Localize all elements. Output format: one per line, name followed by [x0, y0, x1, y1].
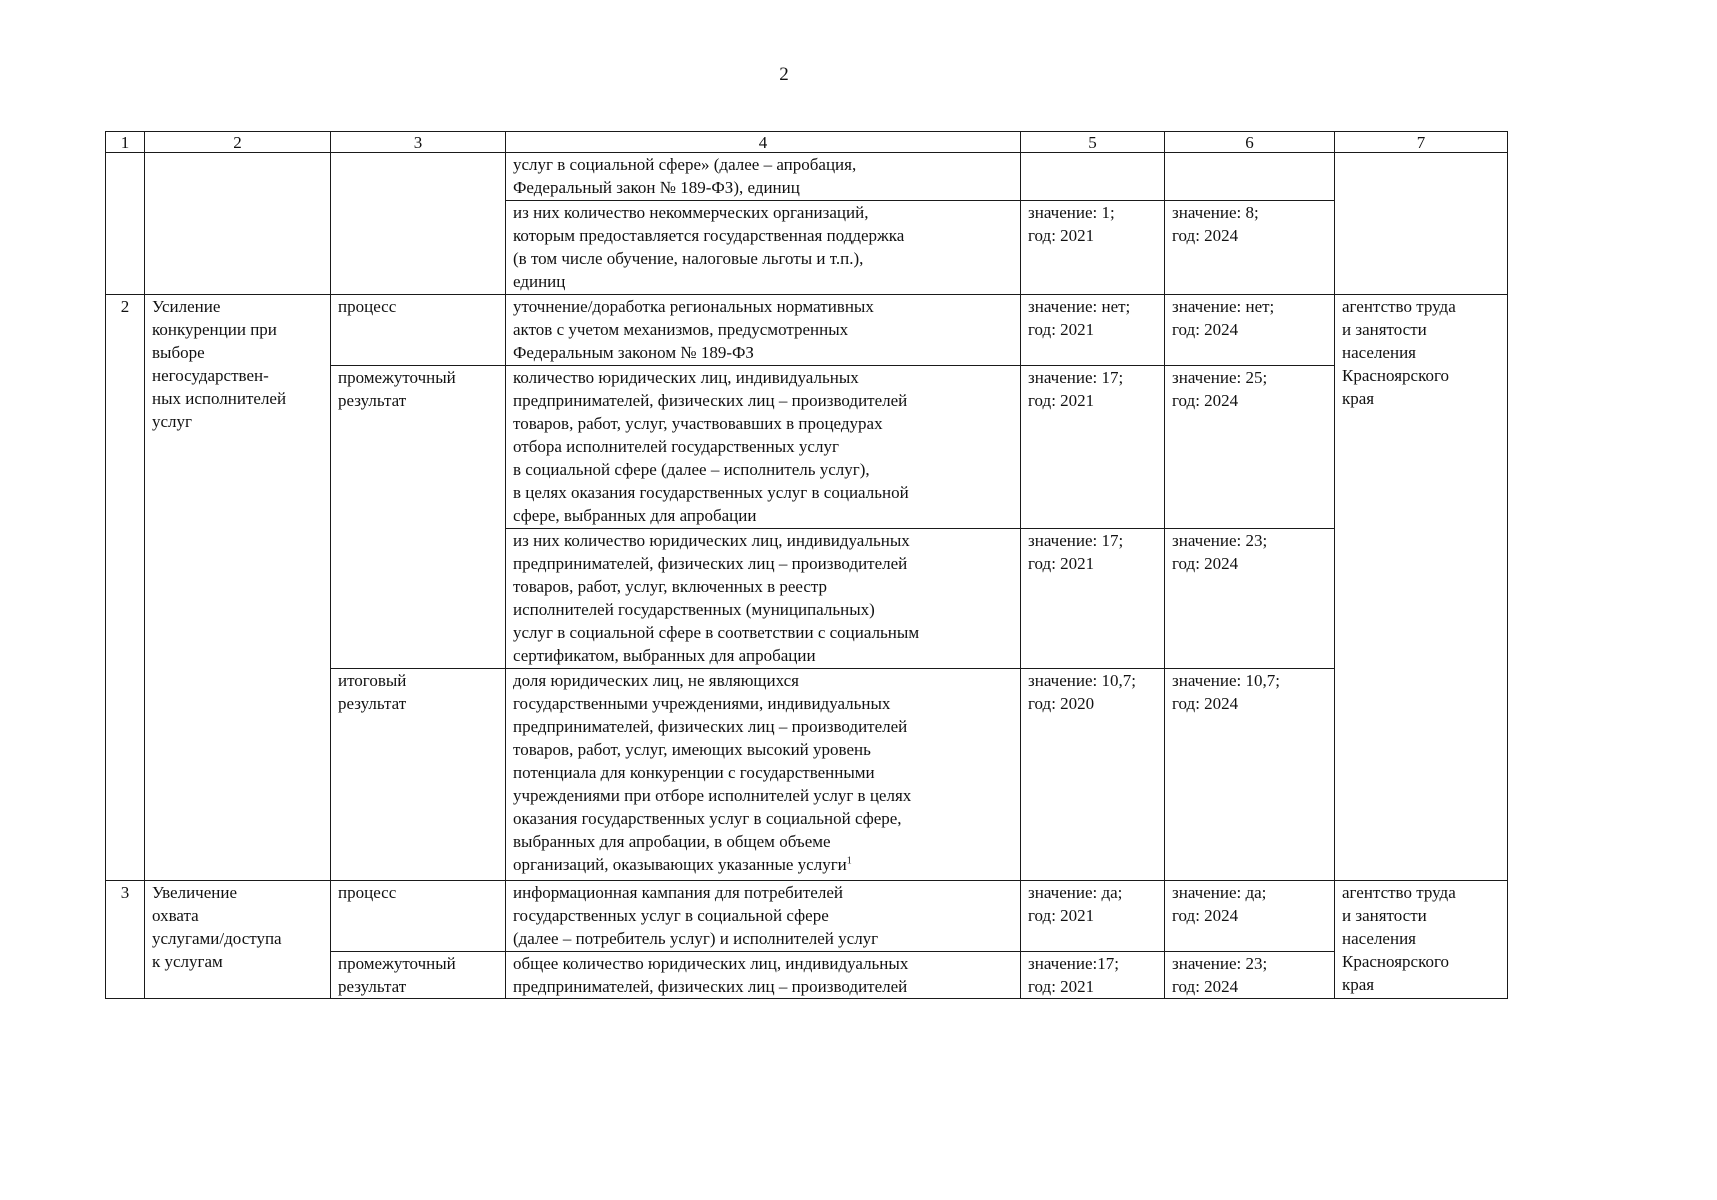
task-cell: Увеличение охвата услугами/доступа к услугам — [145, 881, 331, 999]
table-row — [106, 153, 1508, 201]
column-header: 1 — [106, 132, 145, 153]
indicator-type-cell: процесс — [331, 881, 506, 952]
indicator-type-cell: итоговый результат — [331, 669, 506, 881]
base-value-cell: значение: нет; год: 2021 — [1021, 295, 1165, 366]
column-header: 4 — [506, 132, 1021, 153]
target-value-cell: значение: 8; год: 2024 — [1165, 201, 1335, 295]
indicator-description-cell: из них количество юридических лиц, индивидуальных предпринимателей, физических лиц – производителей товаров, работ, услуг, включенных в реестр исполнителей государственных (муниципальных) услуг в социальной сфере в соответствии с социальным сертификатом, выбранных для апробации — [506, 529, 1021, 669]
indicator-description-cell: услуг в социальной сфере» (далее – апробация, Федеральный закон № 189-ФЗ), единиц — [506, 153, 1021, 201]
page-number: 2 — [779, 64, 789, 85]
indicator-description-cell: доля юридических лиц, не являющихся государственными учреждениями, индивидуальных предпринимателей, физических лиц – производителей товаров, работ, услуг, имеющих высокий уровень потенциала для конкуренции с государственными учреждениями при отборе исполнителей услуг в целях оказания государственных услуг в социальной сфере, выбранных для апробации, в общем объеме организаций, оказывающих указанные услуги$^1$ — [506, 669, 1021, 881]
indicator-type-cell — [331, 153, 506, 295]
column-header: 2 — [145, 132, 331, 153]
column-header: 6 — [1165, 132, 1335, 153]
target-value-cell: значение: 10,7; год: 2024 — [1165, 669, 1335, 881]
base-value-cell: значение: да; год: 2021 — [1021, 881, 1165, 952]
indicator-type-cell: процесс — [331, 295, 506, 366]
indicator-type-cell: промежуточный результат — [331, 366, 506, 669]
base-value-cell: значение:17; год: 2021 — [1021, 952, 1165, 999]
target-value-cell: значение: да; год: 2024 — [1165, 881, 1335, 952]
target-value-cell: значение: 23; год: 2024 — [1165, 952, 1335, 999]
agency-cell: агентство труда и занятости населения Красноярского края — [1335, 295, 1508, 881]
footnote-marker: 1 — [846, 855, 852, 867]
indicator-description-cell: общее количество юридических лиц, индивидуальных предпринимателей, физических лиц – производителей — [506, 952, 1021, 999]
base-value-cell: значение: 17; год: 2021 — [1021, 529, 1165, 669]
row-number-cell — [106, 153, 145, 295]
indicator-description-cell: количество юридических лиц, индивидуальных предпринимателей, физических лиц – производителей товаров, работ, услуг, участвовавших в процедурах отбора исполнителей государственных услуг в социальной сфере (далее – исполнитель услуг), в целях оказания государственных услуг в социальной сфере, выбранных для апробации — [506, 366, 1021, 529]
target-value-cell: значение: 23; год: 2024 — [1165, 529, 1335, 669]
column-header: 3 — [331, 132, 506, 153]
agency-cell: агентство труда и занятости населения Красноярского края — [1335, 881, 1508, 999]
row-number-cell: 2 — [106, 295, 145, 881]
base-value-cell: значение: 10,7; год: 2020 — [1021, 669, 1165, 881]
base-value-cell: значение: 17; год: 2021 — [1021, 366, 1165, 529]
indicators-table — [105, 131, 1508, 999]
target-value-cell — [1165, 153, 1335, 201]
base-value-cell: значение: 1; год: 2021 — [1021, 201, 1165, 295]
row-number-cell: 3 — [106, 881, 145, 999]
indicator-description-cell: информационная кампания для потребителей государственных услуг в социальной сфере (далее – потребитель услуг) и исполнителей услуг — [506, 881, 1021, 952]
table-row — [106, 295, 1508, 366]
column-header: 7 — [1335, 132, 1508, 153]
agency-cell — [1335, 153, 1508, 295]
target-value-cell: значение: 25; год: 2024 — [1165, 366, 1335, 529]
indicator-description-cell: уточнение/доработка региональных нормативных актов с учетом механизмов, предусмотренных Федеральным законом № 189-ФЗ — [506, 295, 1021, 366]
task-cell — [145, 153, 331, 295]
indicator-type-cell: промежуточный результат — [331, 952, 506, 999]
indicator-description-cell: из них количество некоммерческих организаций, которым предоставляется государственная поддержка (в том числе обучение, налоговые льготы и т.п.), единиц — [506, 201, 1021, 295]
table-header-row — [106, 132, 1508, 153]
base-value-cell — [1021, 153, 1165, 201]
table-row — [106, 881, 1508, 952]
column-header: 5 — [1021, 132, 1165, 153]
task-cell: Усиление конкуренции при выборе негосударствен- ных исполнителей услуг — [145, 295, 331, 881]
target-value-cell: значение: нет; год: 2024 — [1165, 295, 1335, 366]
